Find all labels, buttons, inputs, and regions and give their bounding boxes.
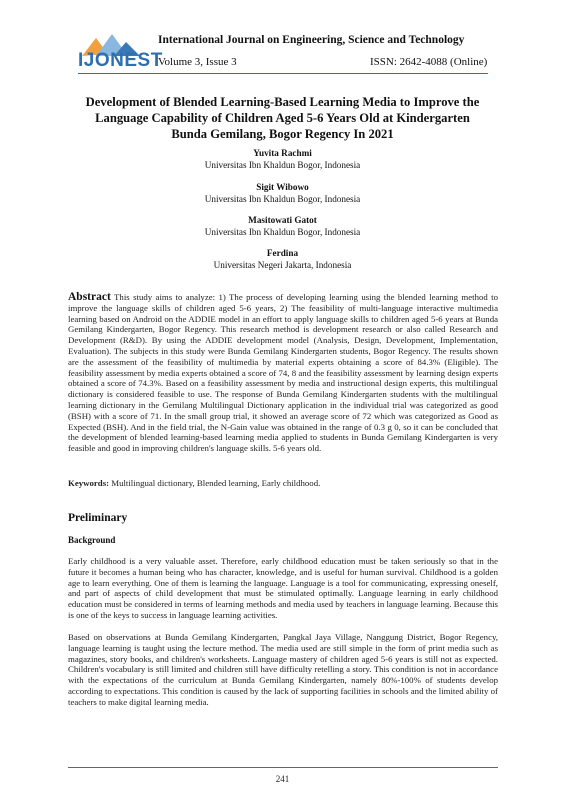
keywords-text: Multilingual dictionary, Blended learning, Early childhood. — [111, 478, 321, 488]
abstract-label: Abstract — [68, 291, 111, 303]
footer-divider — [68, 767, 498, 768]
author-affiliation: Universitas Ibn Khaldun Bogor, Indonesia — [204, 159, 361, 170]
header-divider — [78, 73, 488, 74]
author-affiliation: Universitas Ibn Khaldun Bogor, Indonesia — [204, 226, 361, 237]
logo-text: IJONEST — [78, 50, 163, 71]
body-paragraph: Based on observations at Bunda Gemilang Kindergarten, Pangkal Jaya Village, Nanggung District, Bogor Regency, language learning is taught using the lecture method. The media used are still simple in the form of print media such as magazines, story books, and children's worksheets. Language mastery of children aged 5-6 years is still not as expected. Children's vocabulary is still limited and children still have difficulty retelling a story. This condition is not in accordance with the expectations of the curriculum at Bunda Gemilang Kindergarten, namely 80%-100% of students develop according to expectations. This condition is caused by the lack of supporting facilities in schools and the limited ability of teachers to make digital learning media. — [68, 632, 498, 707]
author-name: Sigit Wibowo — [256, 182, 309, 192]
author-block — [70, 182, 495, 205]
author-affiliation: Universitas Negeri Jakarta, Indonesia — [213, 259, 352, 270]
journal-header — [0, 0, 565, 80]
author-name: Yuvita Rachmi — [253, 148, 312, 158]
title-line: Development of Blended Learning-Based Learning Media to Improve the — [85, 95, 480, 109]
title-line: Language Capability of Children Aged 5-6 Years Old at Kindergarten — [95, 111, 470, 125]
author-block — [70, 215, 495, 238]
journal-title: International Journal on Engineering, Science and Technology — [158, 34, 465, 46]
issn: ISSN: 2642-4088 (Online) — [370, 56, 488, 68]
title-line: Bunda Gemilang, Bogor Regency In 2021 — [171, 127, 394, 141]
volume-issue: Volume 3, Issue 3 — [158, 56, 237, 68]
page-number: 241 — [275, 774, 290, 784]
keywords-label: Keywords: — [68, 478, 110, 488]
abstract — [68, 292, 498, 454]
author-affiliation: Universitas Ibn Khaldun Bogor, Indonesia — [204, 193, 361, 204]
author-name: Ferdina — [266, 248, 299, 258]
abstract-text: This study aims to analyze: 1) The process of developing learning using the blended learning method to improve the language skills of children aged 5-6 years, 2) The feasibility of multi-language interactive multimedia learning based on Android on the ADDIE model in an effort to apply language skills to children aged 5-6 years at Bunda Gemilang Kindergarten, Bogor Regency. This research method is development research or also called Research and Development (R&D). By using the ADDIE development model (Analysis, Design, Development, Implementation, Evaluation). The subjects in this study were Bunda Gemilang Kindergarten students, Bogor Regency. The results shown are the assessment of the feasibility of multimedia by material experts obtaining a score of 84.3% (Eligible). The feasibility assessment by media experts obtained a score of 74, 8 and the feasibility assessment by learning design experts obtained a score of 74.3%. Based on a feasibility assessment by media and instructional design experts, this multilingual dictionary is considered feasible to use. The response of Bunda Gemilang Kindergarten students with the multilingual learning dictionary in the Gemilang Multilingual Dictionary application in the individual trial was categorized as good (BSH) with a score of 71. In the small group trial, it showed an average score of 72 which was categorized as Good as Expected (BSH). And in the field trial, the N-Gain value was obtained in the range of 0.3 g 0, so it can be concluded that the development of blended learning-based learning media applied to students in Bunda Gemilang Kindergarten is very feasible and good in improving children's language skills. 5-6 years old. — [68, 292, 499, 454]
section-heading-preliminary: Preliminary — [68, 512, 128, 524]
author-block — [70, 148, 495, 171]
keywords — [68, 478, 498, 488]
author-block — [70, 248, 495, 271]
author-name: Masitowati Gatot — [248, 215, 317, 225]
paper-title — [70, 94, 495, 142]
body-paragraph: Early childhood is a very valuable asset. Therefore, early childhood education must be taken seriously so that in the future it becomes a human being who has character, knowledge, and is useful for human survival. Childhood is a golden age to learn everything. One of them is learning the language. Language is a tool for communicating, expressing oneself, and part of aspects of child development that must be stimulated optimally. Language learning in early childhood education must be considered in terms of learning methods and media used by teachers in language learning. Because this is one of the keys to success in language learning activities. — [68, 556, 498, 620]
subsection-heading-background: Background — [68, 535, 116, 545]
